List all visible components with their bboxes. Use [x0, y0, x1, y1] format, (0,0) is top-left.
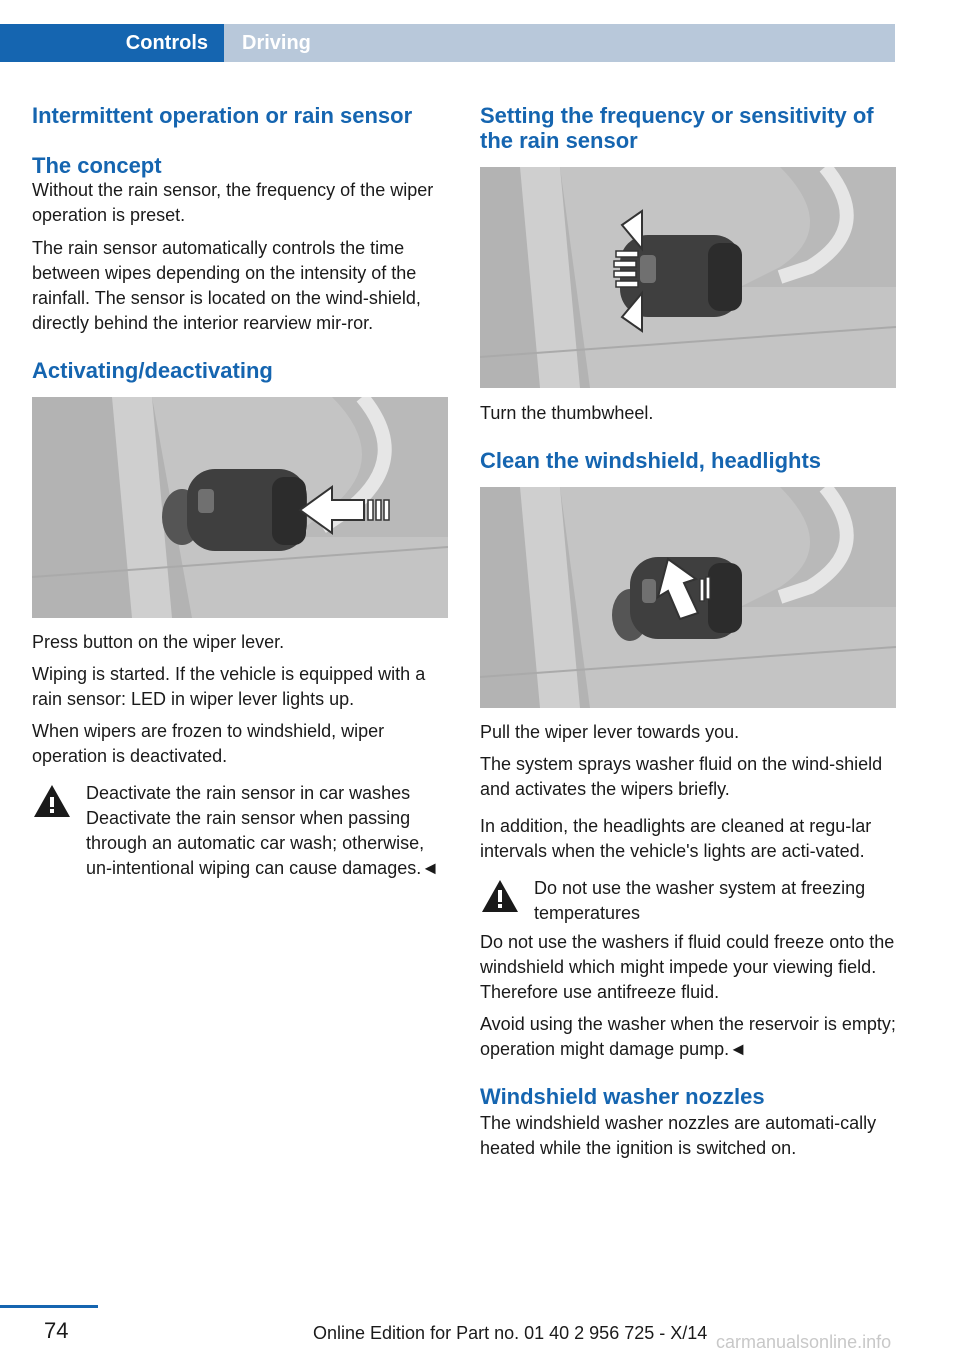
tab-controls[interactable]: Controls [0, 24, 224, 62]
figure-pull-lever [480, 487, 896, 708]
heading-clean-windshield: Clean the windshield, headlights [480, 448, 822, 473]
clean-paragraph-1: Pull the wiper lever towards you. [480, 722, 740, 742]
right-column [480, 100, 896, 1161]
warning-title: Deactivate the rain sensor in car washes [86, 783, 411, 803]
warning-body: Deactivate the rain sensor when passing through an automatic car wash; otherwise, un‐intentional wiping can cause damages.◄ [86, 808, 440, 878]
figure-thumbwheel [480, 167, 896, 388]
left-column [32, 100, 448, 881]
activating-paragraph-3: When wipers are frozen to windshield, wiper operation is deactivated. [32, 721, 385, 766]
activating-paragraph-2: Wiping is started. If the vehicle is equipped with a rain sensor: LED in wiper lever lights up. [32, 664, 426, 709]
header-tabs [0, 0, 895, 62]
activating-paragraph-1: Press button on the wiper lever. [32, 632, 285, 652]
concept-paragraph-2: The rain sensor automatically controls the time between wipes depending on the intensity of the rainfall. The sensor is located on the wind‐shield, directly behind the interior rearview mir‐ror. [32, 238, 421, 333]
warning-car-wash [32, 781, 448, 881]
warning-triangle-icon [480, 878, 520, 914]
warning-freezing [480, 876, 896, 1005]
clean-paragraph-4: Avoid using the washer when the reservoir is empty; operation might damage pump.◄ [480, 1014, 896, 1059]
figure-wiper-lever-button [32, 397, 448, 618]
sensitivity-paragraph-1: Turn the thumbwheel. [480, 403, 654, 423]
clean-paragraph-2: The system sprays washer fluid on the wind‐shield and activates the wipers briefly. [480, 754, 883, 799]
heading-sensitivity: Setting the frequency or sensitivity of the rain sensor [480, 103, 874, 153]
concept-paragraph-1: Without the rain sensor, the frequency of the wiper operation is preset. [32, 180, 434, 225]
section-title-rain-sensor: Intermittent operation or rain sensor [32, 103, 413, 128]
clean-paragraph-3: In addition, the headlights are cleaned at regu‐lar intervals when the vehicle's lights are acti‐vated. [480, 816, 872, 861]
footer-accent-line [0, 1305, 98, 1308]
nozzles-paragraph-1: The windshield washer nozzles are automati‐cally heated while the ignition is switched on. [480, 1113, 877, 1158]
watermark: carmanualsonline.info [716, 1332, 892, 1352]
page-number: 74 [44, 1318, 69, 1343]
warning-body: Do not use the washers if fluid could freeze onto the windshield which might impede your viewing field. Therefore use antifreeze fluid. [480, 932, 895, 1002]
heading-the-concept: The concept [32, 153, 162, 178]
heading-activating: Activating/deactivating [32, 358, 273, 383]
edition-note: Online Edition for Part no. 01 40 2 956 725 - X/14 [313, 1323, 708, 1343]
warning-triangle-icon [32, 783, 72, 819]
tab-driving[interactable]: Driving [224, 24, 895, 62]
heading-washer-nozzles: Windshield washer nozzles [480, 1084, 765, 1109]
warning-title: Do not use the washer system at freezing temperatures [534, 878, 866, 923]
